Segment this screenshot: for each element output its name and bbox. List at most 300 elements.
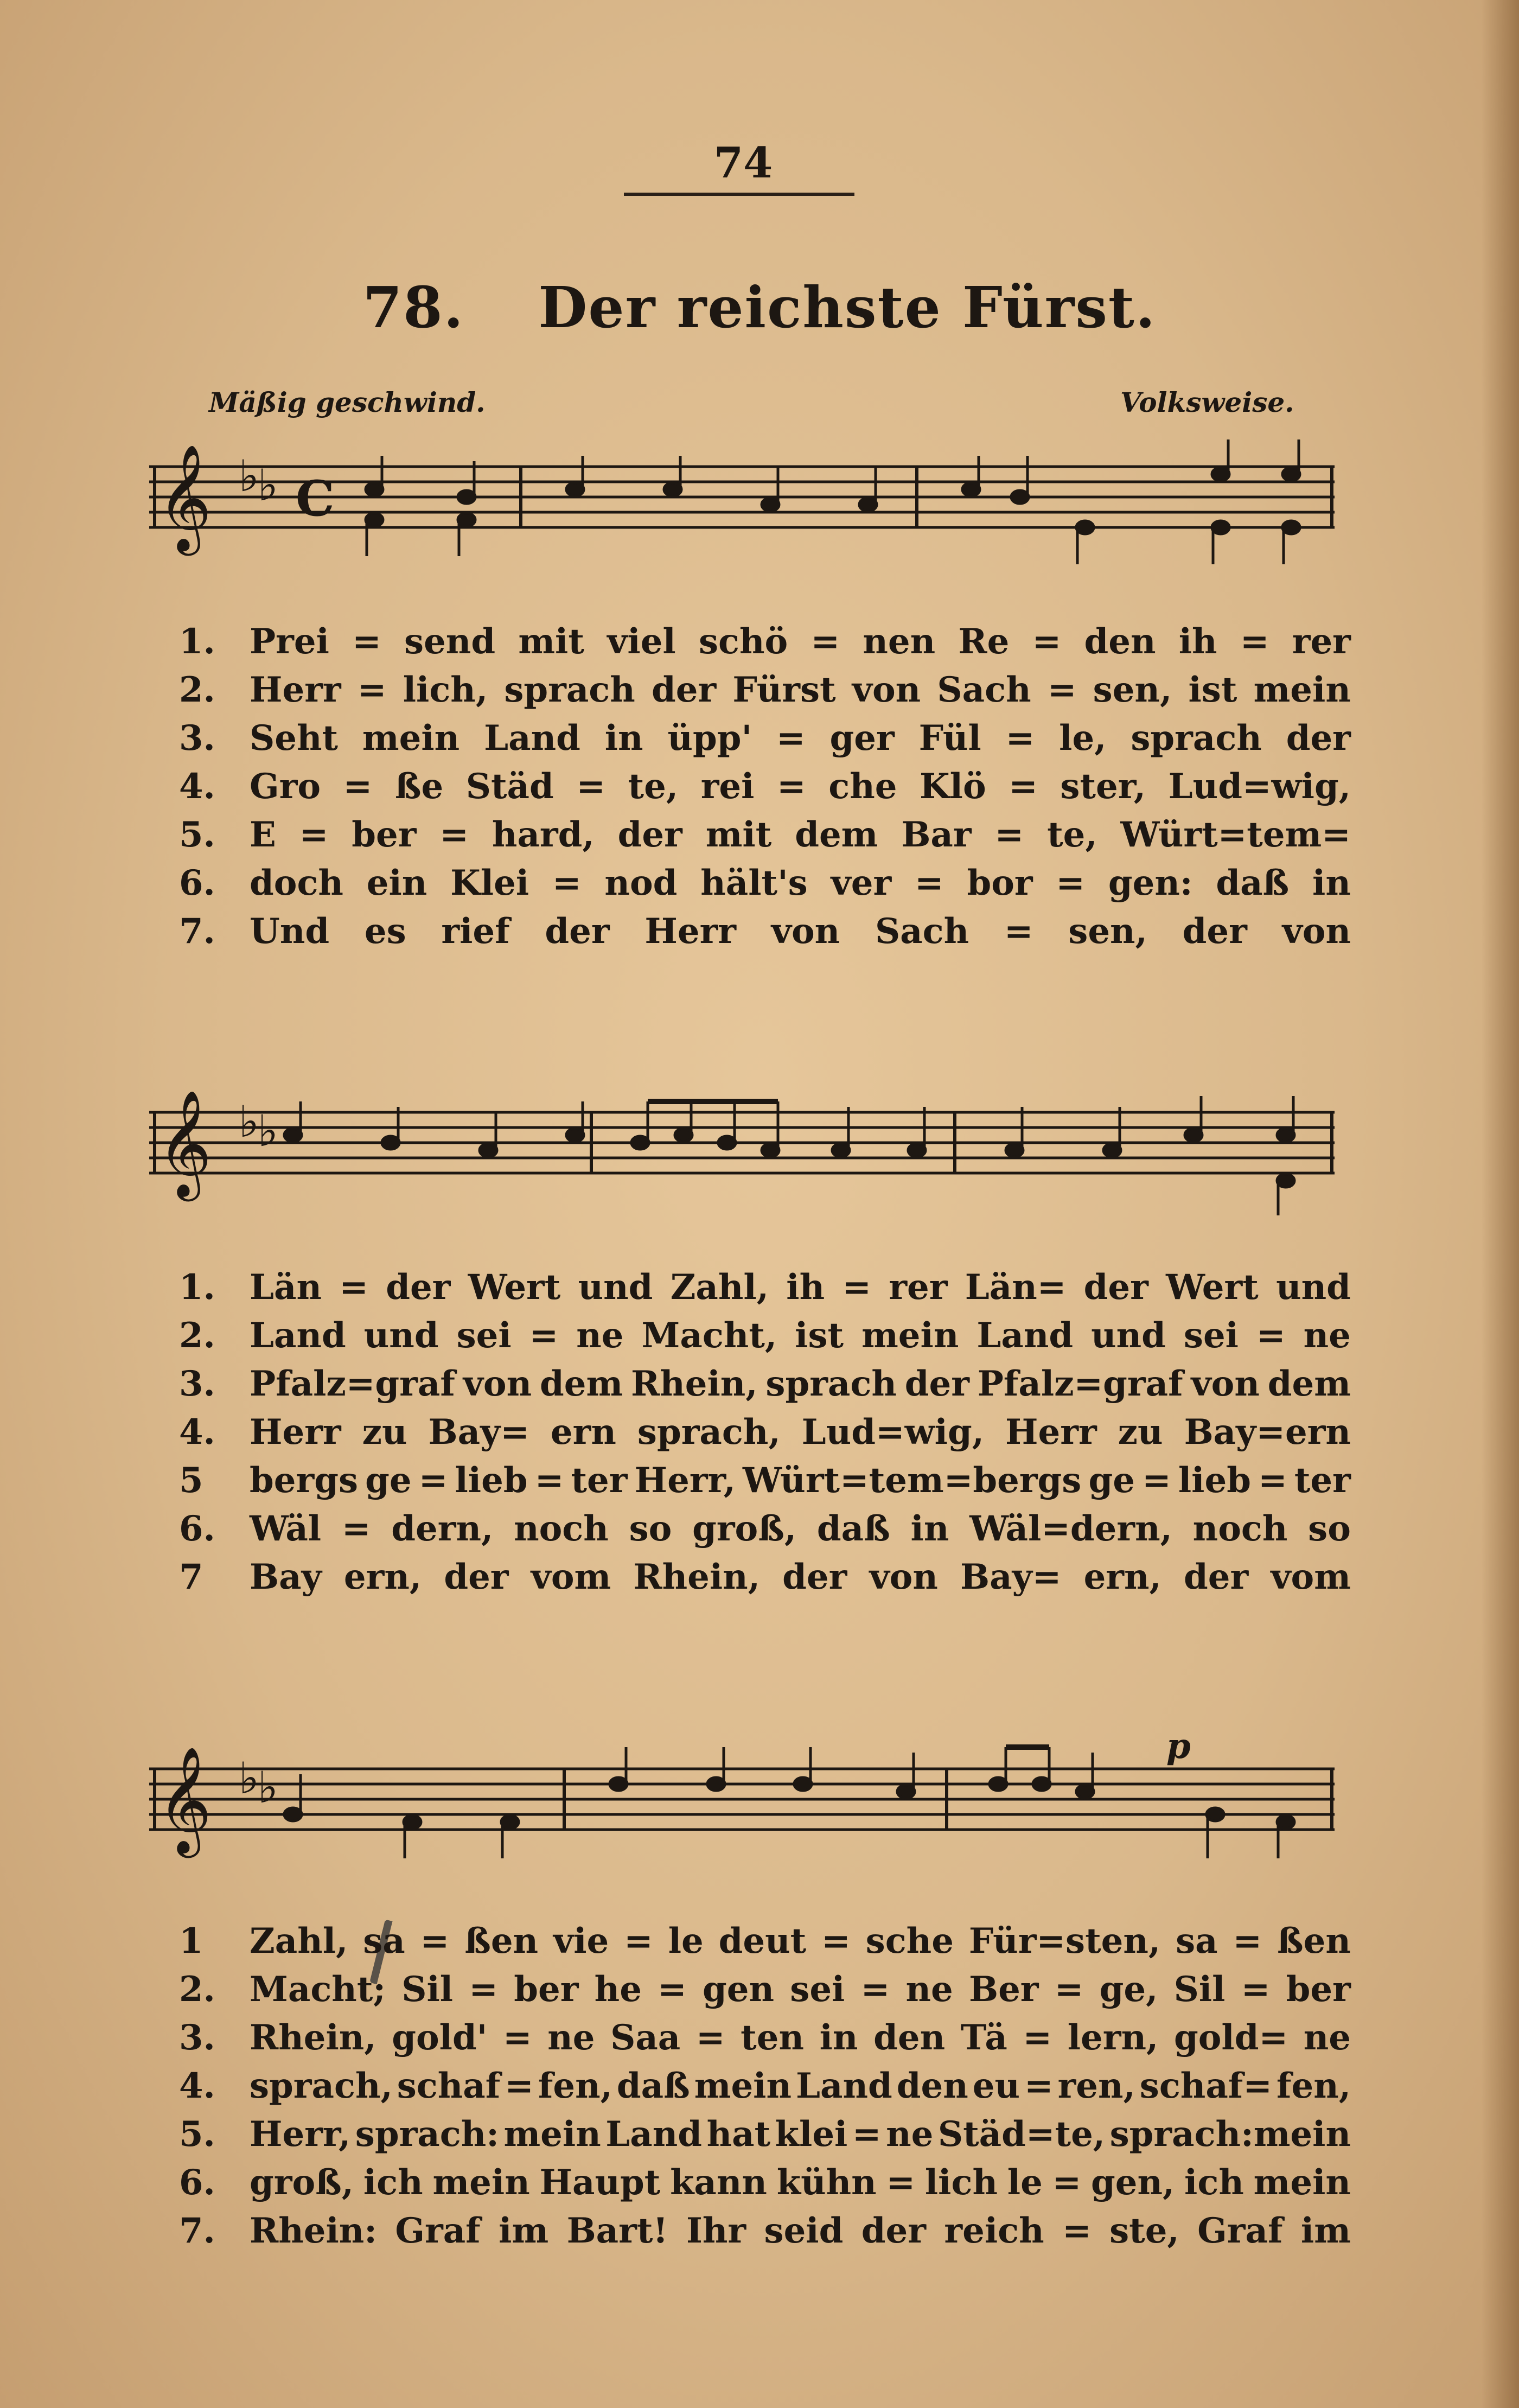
verse-number: 6. (179, 2162, 215, 2203)
lyric-syllable: Pfalz=graf (977, 1364, 1183, 1404)
lyric-syllable: = (552, 863, 582, 903)
lyric-syllable: mein (362, 718, 460, 759)
lyric-syllable: zu (1118, 1412, 1163, 1453)
lyric-syllable: Län= (965, 1267, 1067, 1308)
lyric-syllable: te, (1047, 814, 1097, 855)
lyric-syllable: ter (571, 1460, 628, 1501)
lyric-syllable: = (469, 1969, 498, 2010)
lyric-syllable: lich, (403, 670, 488, 710)
lyric-syllable: Herr, (250, 2114, 351, 2155)
lyric-syllable: = (418, 1460, 448, 1501)
lyric-syllable: kann (670, 2162, 767, 2203)
lyric-syllable: le, (1059, 718, 1107, 759)
lyric-line (179, 2162, 1351, 2210)
lyric-syllable: Würt=tem= (1120, 814, 1351, 855)
lyric-line (179, 863, 1351, 911)
lyric-syllable: = (1256, 1315, 1286, 1356)
verse-number: 1. (179, 621, 215, 662)
lyric-syllable: Tä (960, 2017, 1007, 2058)
verse-number: 3. (179, 1364, 215, 1404)
lyric-syllable: schaf (397, 2066, 501, 2106)
lyric-text (250, 2162, 1351, 2203)
tempo-marking: Mäßig geschwind. (209, 386, 486, 418)
lyric-syllable: der (1286, 718, 1351, 759)
lyric-syllable: der (617, 814, 682, 855)
lyric-syllable: doch (250, 863, 343, 903)
lyric-text (250, 2066, 1351, 2106)
lyric-syllable: sprach (765, 1364, 897, 1404)
lyric-syllable: Pfalz=graf (250, 1364, 455, 1404)
flat-icon: ♭ (239, 451, 259, 501)
lyric-syllable: ber (514, 1969, 579, 2010)
lyric-line (179, 814, 1351, 863)
lyric-syllable: ger (829, 718, 895, 759)
lyric-syllable: = (439, 814, 469, 855)
lyric-syllable: le (668, 1921, 704, 1961)
lyric-syllable: noch (514, 1508, 609, 1549)
verse-number: 1. (179, 1267, 215, 1308)
lyric-syllable: dem (1267, 1364, 1351, 1404)
lyric-text (250, 718, 1351, 759)
time-signature-icon: C (296, 470, 335, 527)
lyric-syllable: = (339, 1267, 368, 1308)
lyric-syllable: = (860, 1969, 890, 2010)
lyric-syllable: ber (352, 814, 417, 855)
lyric-syllable: = (842, 1267, 872, 1308)
lyric-syllable: dem (539, 1364, 623, 1404)
verse-number: 5 (179, 1460, 203, 1501)
lyric-text (250, 1460, 1351, 1501)
lyric-syllable: Seht (250, 718, 339, 759)
lyric-syllable: mit (518, 621, 584, 662)
lyric-syllable: sprach, (250, 2066, 393, 2106)
lyric-syllable: Sil (401, 1969, 454, 2010)
lyric-syllable: Klei (450, 863, 529, 903)
lyric-syllable: fen, (1276, 2066, 1351, 2106)
lyric-syllable: in (910, 1508, 949, 1549)
lyric-line (179, 670, 1351, 718)
lyric-syllable: in (819, 2017, 858, 2058)
lyric-syllable: ne (905, 1969, 953, 2010)
lyric-syllable: mein (503, 2114, 601, 2155)
verse-number: 4. (179, 2066, 215, 2106)
lyric-syllable: den (896, 2066, 968, 2106)
lyric-syllable: ße (394, 766, 444, 807)
lyric-syllable: ver (831, 863, 892, 903)
verse-number: 5. (179, 2114, 215, 2155)
flat-icon: ♭ (258, 1762, 278, 1813)
lyric-syllable: vom (531, 1557, 611, 1597)
lyric-syllable: Und (250, 911, 330, 952)
lyric-line (179, 1508, 1351, 1557)
lyric-syllable: = (529, 1315, 559, 1356)
lyric-syllable: Län (250, 1267, 322, 1308)
lyric-line (179, 2114, 1351, 2162)
lyric-syllable: = (1024, 2066, 1054, 2106)
lyric-syllable: che (828, 766, 897, 807)
lyric-syllable: Re (958, 621, 1010, 662)
lyric-syllable: = (1009, 766, 1038, 807)
verse-number: 5. (179, 814, 215, 855)
lyric-syllable: = (1052, 2162, 1082, 2203)
lyric-syllable: Herr (250, 670, 341, 710)
lyric-text (250, 2017, 1351, 2058)
lyric-syllable: gen, (1090, 2162, 1175, 2203)
lyric-text (250, 1412, 1351, 1453)
lyric-syllable: Ber (968, 1969, 1039, 2010)
lyric-line (179, 766, 1351, 814)
lyric-syllable: = (341, 1508, 371, 1549)
treble-clef-icon: 𝄞 (157, 1090, 212, 1197)
lyric-syllable: = (777, 766, 806, 807)
lyric-syllable: ne (547, 2017, 595, 2058)
lyric-syllable: ber (1286, 1969, 1351, 2010)
lyric-syllable: = (343, 766, 373, 807)
lyric-syllable: Sach (875, 911, 969, 952)
lyric-syllable: mein (861, 1315, 959, 1356)
lyric-syllable: im (499, 2210, 549, 2251)
lyric-syllable: = (502, 2017, 532, 2058)
lyric-syllable: Zahl, (250, 1921, 348, 1961)
lyric-text (250, 1921, 1351, 1961)
lyric-syllable: sprach (1131, 718, 1262, 759)
flat-icon: ♭ (239, 1097, 259, 1147)
lyric-syllable: der (1182, 911, 1247, 952)
lyric-syllable: vie (553, 1921, 609, 1961)
lyric-syllable: Graf (1197, 2210, 1283, 2251)
staff-system-2 (0, 1080, 1519, 1264)
lyric-text (250, 1364, 1351, 1404)
lyric-syllable: von (852, 670, 921, 710)
lyric-syllable: sen, (1093, 670, 1172, 710)
lyric-syllable: Wert (1166, 1267, 1259, 1308)
lyric-syllable: ist (795, 1315, 844, 1356)
lyric-syllable: der (652, 670, 717, 710)
lyric-syllable: rer (1292, 621, 1351, 662)
verse-number: 7. (179, 911, 215, 952)
lyric-syllable: von (1282, 911, 1351, 952)
lyric-syllable: so (1308, 1508, 1351, 1549)
lyric-text (250, 1315, 1351, 1356)
lyric-syllable: in (604, 718, 643, 759)
lyric-syllable: Würt=tem=bergs (743, 1460, 1082, 1501)
lyric-syllable: = (821, 1921, 851, 1961)
lyric-syllable: sprach:mein (1109, 2114, 1351, 2155)
lyric-syllable: hard, (492, 814, 595, 855)
lyrics-block-1 (179, 621, 1351, 959)
lyric-syllable: und (578, 1267, 653, 1308)
lyric-syllable: Sach (937, 670, 1031, 710)
lyric-syllable: = (914, 863, 944, 903)
lyric-syllable: deut (718, 1921, 807, 1961)
lyric-syllable: ne (1303, 1315, 1351, 1356)
lyric-syllable: sei (1183, 1315, 1239, 1356)
lyric-syllable: und (363, 1315, 439, 1356)
lyric-syllable: es (364, 911, 406, 952)
lyric-syllable: = (1258, 1460, 1287, 1501)
lyric-line (179, 2017, 1351, 2066)
lyric-syllable: Bay= (428, 1412, 529, 1453)
lyric-syllable: = (658, 1969, 687, 2010)
lyric-syllable: ster, (1060, 766, 1146, 807)
lyric-syllable: rei (700, 766, 755, 807)
lyric-text (250, 670, 1351, 710)
lyric-syllable: den (873, 2017, 946, 2058)
lyric-syllable: klei (775, 2114, 848, 2155)
lyric-syllable: von (771, 911, 840, 952)
page-number-rule (624, 193, 854, 196)
lyric-syllable: mein (432, 2162, 530, 2203)
lyric-text (250, 621, 1351, 662)
lyric-syllable: Saa (610, 2017, 681, 2058)
lyric-syllable: der (782, 1557, 847, 1597)
lyric-syllable: sen, (1068, 911, 1147, 952)
lyric-syllable: lern, (1067, 2017, 1159, 2058)
verse-number: 2. (179, 1315, 215, 1356)
lyric-syllable: = (1054, 1969, 1084, 2010)
lyric-syllable: Herr (644, 911, 736, 952)
lyrics-block-3 (179, 1921, 1351, 2259)
lyric-syllable: E (250, 814, 276, 855)
lyric-syllable: Graf (395, 2210, 481, 2251)
lyric-syllable: der (861, 2210, 926, 2251)
verse-number: 3. (179, 2017, 215, 2058)
lyric-syllable: sche (865, 1921, 954, 1961)
lyric-syllable: ge, (1099, 1969, 1158, 2010)
lyric-syllable: Prei (250, 621, 329, 662)
lyric-text (250, 1508, 1351, 1549)
lyric-syllable: schaf= (1139, 2066, 1272, 2106)
lyric-syllable: sprach: (355, 2114, 499, 2155)
lyric-syllable: Herr, (634, 1460, 736, 1501)
lyric-syllable: noch (1192, 1508, 1288, 1549)
lyric-text (250, 2114, 1351, 2155)
lyric-line (179, 1412, 1351, 1460)
lyric-syllable: mein (694, 2066, 792, 2106)
lyric-text (250, 863, 1351, 903)
lyric-syllable: der (386, 1267, 451, 1308)
lyric-syllable: Zahl, (670, 1267, 769, 1308)
verse-number: 7. (179, 2210, 215, 2251)
lyric-syllable: = (299, 814, 329, 855)
lyric-syllable: Gro (250, 766, 321, 807)
lyric-syllable: = (1062, 2210, 1092, 2251)
lyric-line (179, 1364, 1351, 1412)
lyric-syllable: bergs (250, 1460, 358, 1501)
lyric-syllable: = (1005, 718, 1035, 759)
lyric-line (179, 1267, 1351, 1315)
lyric-syllable: zu (362, 1412, 407, 1453)
flat-icon: ♭ (258, 460, 278, 511)
composer-credit: Volksweise. (1120, 386, 1294, 418)
lyric-syllable: Wäl=dern, (969, 1508, 1172, 1549)
lyric-syllable: bor (967, 863, 1033, 903)
lyric-syllable: Macht; (250, 1969, 386, 2010)
lyric-syllable: Fürst (732, 670, 836, 710)
lyric-syllable: viel (607, 621, 676, 662)
lyric-syllable: nod (604, 863, 678, 903)
lyric-syllable: = (1142, 1460, 1171, 1501)
lyric-syllable: Rhein: (250, 2210, 377, 2251)
lyric-syllable: Fül (918, 718, 981, 759)
treble-clef-icon: 𝄞 (157, 444, 212, 551)
lyric-syllable: dern, (391, 1508, 494, 1549)
lyric-syllable: Wert (468, 1267, 561, 1308)
lyric-syllable: Bay (250, 1557, 322, 1597)
lyric-syllable: mein (1253, 670, 1351, 710)
lyric-syllable: ern (550, 1412, 616, 1453)
lyric-syllable: eu (972, 2066, 1020, 2106)
lyric-syllable: = (852, 2114, 882, 2155)
lyric-syllable: ste, (1109, 2210, 1179, 2251)
lyric-syllable: den (1084, 621, 1156, 662)
lyric-syllable: Macht, (641, 1315, 777, 1356)
lyric-syllable: = (994, 814, 1024, 855)
lyric-syllable: kühn (776, 2162, 877, 2203)
lyric-syllable: ge (1088, 1460, 1135, 1501)
verse-number: 2. (179, 1969, 215, 2010)
lyric-syllable: = (352, 621, 381, 662)
lyric-syllable: ern, (1083, 1557, 1161, 1597)
lyric-syllable: = (1032, 621, 1062, 662)
lyric-text (250, 1969, 1351, 2010)
verse-number: 4. (179, 1412, 215, 1453)
lyric-syllable: Lud=wig, (1168, 766, 1351, 807)
lyric-syllable: Herr (1005, 1412, 1097, 1453)
lyric-syllable: Städ=te, (937, 2114, 1106, 2155)
lyric-syllable: ih (1178, 621, 1217, 662)
lyric-syllable: = (534, 1460, 564, 1501)
lyric-line (179, 621, 1351, 670)
lyric-syllable: und (1276, 1267, 1351, 1308)
lyric-syllable: Sil (1173, 1969, 1226, 2010)
lyric-syllable: = (1241, 1969, 1271, 2010)
lyric-text (250, 766, 1351, 807)
piano-dynamic-icon: p (1166, 1736, 1191, 1767)
lyric-text (250, 1557, 1351, 1597)
lyric-syllable: Land (976, 1315, 1074, 1356)
lyric-syllable: Land (796, 2066, 892, 2106)
lyric-syllable: so (629, 1508, 672, 1549)
flat-icon: ♭ (239, 1753, 259, 1804)
lyric-syllable: der (545, 911, 610, 952)
lyric-syllable: Land (484, 718, 580, 759)
verse-number: 1 (179, 1921, 203, 1961)
lyric-syllable: hat (706, 2114, 771, 2155)
flat-icon: ♭ (258, 1106, 278, 1156)
lyric-syllable: groß, (692, 1508, 797, 1549)
lyric-syllable: ne (576, 1315, 624, 1356)
lyric-syllable: = (886, 2162, 916, 2203)
lyric-syllable: der (1083, 1267, 1148, 1308)
lyric-line (179, 1315, 1351, 1364)
lyric-line (179, 718, 1351, 766)
lyric-text (250, 814, 1351, 855)
lyric-syllable: üpp' (667, 718, 752, 759)
lyric-syllable: = (624, 1921, 653, 1961)
lyric-syllable: daß (816, 1508, 890, 1549)
lyric-syllable: in (1312, 863, 1351, 903)
lyric-text (250, 2210, 1351, 2251)
lyric-line (179, 2210, 1351, 2259)
lyric-syllable: le (1007, 2162, 1043, 2203)
lyric-syllable: ne (886, 2114, 934, 2155)
lyric-syllable: ern, (343, 1557, 422, 1597)
lyric-syllable: Lud=wig, (801, 1412, 985, 1453)
treble-clef-icon: 𝄞 (157, 1746, 212, 1853)
lyric-syllable: = (695, 2017, 725, 2058)
lyric-line (179, 2066, 1351, 2114)
lyric-syllable: Herr (250, 1412, 341, 1453)
lyric-syllable: vom (1271, 1557, 1351, 1597)
lyric-syllable: Bart! (566, 2210, 668, 2251)
song-title (0, 274, 1519, 341)
lyric-syllable: von (869, 1557, 938, 1597)
lyric-syllable: = (505, 2066, 534, 2106)
lyric-syllable: Für=sten, (968, 1921, 1161, 1961)
lyrics-block-2 (179, 1267, 1351, 1605)
lyric-line (179, 1921, 1351, 1969)
verse-number: 3. (179, 718, 215, 759)
lyric-syllable: schö (698, 621, 788, 662)
lyric-syllable: = (357, 670, 387, 710)
lyric-line (179, 1557, 1351, 1605)
lyric-syllable: = (776, 718, 806, 759)
lyric-syllable: Bar (901, 814, 972, 855)
lyric-syllable: ich (363, 2162, 423, 2203)
staff-system-1 (0, 434, 1519, 629)
lyric-syllable: Bay= (960, 1557, 1062, 1597)
lyric-syllable: sa (1176, 1921, 1218, 1961)
lyric-syllable: sei (790, 1969, 845, 2010)
lyric-syllable: = (576, 766, 605, 807)
lyric-syllable: Land (605, 2114, 703, 2155)
lyric-syllable: rief (441, 911, 510, 952)
lyric-syllable: ist (1188, 670, 1237, 710)
lyric-syllable: seid (764, 2210, 844, 2251)
lyric-syllable: Haupt (539, 2162, 661, 2203)
lyric-syllable: = (1047, 670, 1077, 710)
lyric-syllable: reich (944, 2210, 1044, 2251)
lyric-syllable: Rhein, (633, 1557, 760, 1597)
lyric-syllable: von (1191, 1364, 1260, 1404)
lyric-syllable: gen (703, 1969, 775, 2010)
lyric-syllable: mit (705, 814, 772, 855)
lyric-syllable: lich (924, 2162, 998, 2203)
lyric-syllable: Rhein, (631, 1364, 758, 1404)
lyric-text (250, 1267, 1351, 1308)
lyric-line (179, 1460, 1351, 1508)
lyric-syllable: und (1091, 1315, 1166, 1356)
lyric-syllable: von (463, 1364, 532, 1404)
lyric-syllable: lieb (455, 1460, 528, 1501)
lyric-syllable: ne (1303, 2017, 1351, 2058)
verse-number: 6. (179, 863, 215, 903)
lyric-syllable: gold' (392, 2017, 488, 2058)
lyric-syllable: Rhein, (250, 2017, 376, 2058)
lyric-syllable: daß (1216, 863, 1290, 903)
lyric-syllable: mein (1253, 2162, 1351, 2203)
lyric-syllable: ge (365, 1460, 412, 1501)
lyric-syllable: te, (628, 766, 679, 807)
lyric-syllable: Klö (920, 766, 986, 807)
lyric-syllable: ßen (1277, 1921, 1351, 1961)
lyric-syllable: nen (863, 621, 936, 662)
lyric-syllable: gold= (1173, 2017, 1288, 2058)
staff-system-3 (0, 1736, 1519, 1921)
lyric-syllable: = (810, 621, 840, 662)
lyric-syllable: he (594, 1969, 642, 2010)
